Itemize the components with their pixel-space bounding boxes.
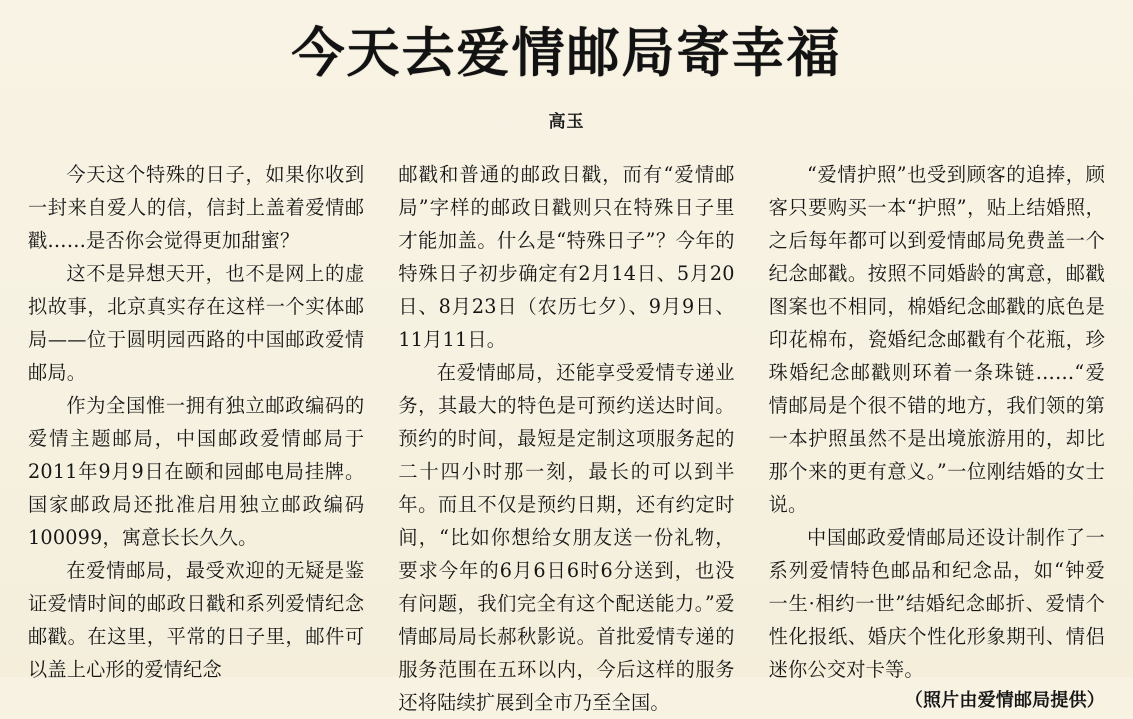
paragraph: 今天这个特殊的日子，如果你收到一封来自爱人的信，信封上盖着爱情邮戳……是否你会觉得更加甜蜜？ xyxy=(28,162,365,252)
paragraph: 在爱情邮局，最受欢迎的无疑是鉴证爱情时间的邮政日戳和系列爱情纪念邮戳。在这里，平常的日子里，邮件可以盖上心形的爱情纪念 xyxy=(28,559,365,682)
paragraph: 邮戳和普通的邮政日戳，而有“爱情邮局”字样的邮政日戳则只在特殊日子里才能加盖。什么是“特殊日子”？今年的特殊日子初步确定有2月14日、5月20日、8月23日（农历七夕）、9月9日、11月11日。 xyxy=(398,162,735,352)
paragraph: “爱情护照”也受到顾客的追捧，顾客只要购买一本“护照”，贴上结婚照，之后每年都可以到爱情邮局免费盖一个纪念邮戳。按照不同婚龄的寓意，邮戳图案也不相同，棉婚纪念邮戳的底色是印花棉布，瓷婚纪念邮戳有个花瓶，珍珠婚纪念邮戳则环着一条珠链……“爱情邮局是个很不错的地方，我们领的第一本护照虽然不是出境旅游用的，却比那个来的更有意义。”一位刚结婚的女士说。 xyxy=(768,162,1105,517)
paragraph: 中国邮政爱情邮局还设计制作了一系列爱情特色邮品和纪念品，如“钟爱一生·相约一世”结婚纪念邮折、爱情个性化报纸、婚庆个性化形象期刊、情侣迷你公交对卡等。 xyxy=(768,526,1105,682)
byline-author: 高玉 xyxy=(548,111,585,132)
paragraph: 这不是异想天开，也不是网上的虚拟故事，北京真实存在这样一个实体邮局——位于圆明园西路的中国邮政爱情邮局。 xyxy=(28,261,365,385)
article-column-2 xyxy=(398,158,735,715)
paragraph: 在爱情邮局，还能享受爱情专递业务，其最大的特色是可预约送达时间。预约的时间，最短是定制这项服务起的二十四小时那一刻，最长的可以到半年。而且不仅是预约日期，还有约定时间，“比如你想给女朋友送一份礼物，要求今年的6月6日6时6分送到，也没有问题，我们完全有这个配送能力。”爱情邮局局长郝秋影说。首批爱情专递的服务范围在五环以内，今后这样的服务还将陆续扩展到全市乃至全国。 xyxy=(398,361,735,715)
paragraph: 作为全国惟一拥有独立邮政编码的爱情主题邮局，中国邮政爱情邮局于2011年9月9日在颐和园邮电局挂牌。国家邮政局还批准启用独立邮政编码100099，寓意长长久久。 xyxy=(28,394,365,550)
photo-credit: （照片由爱情邮局提供） xyxy=(904,690,1105,712)
page-title: 今天去爱情邮局寄幸福 xyxy=(291,23,842,84)
article-columns xyxy=(28,158,1105,715)
article-column-1 xyxy=(28,158,365,682)
article-column-3 xyxy=(768,158,1105,712)
